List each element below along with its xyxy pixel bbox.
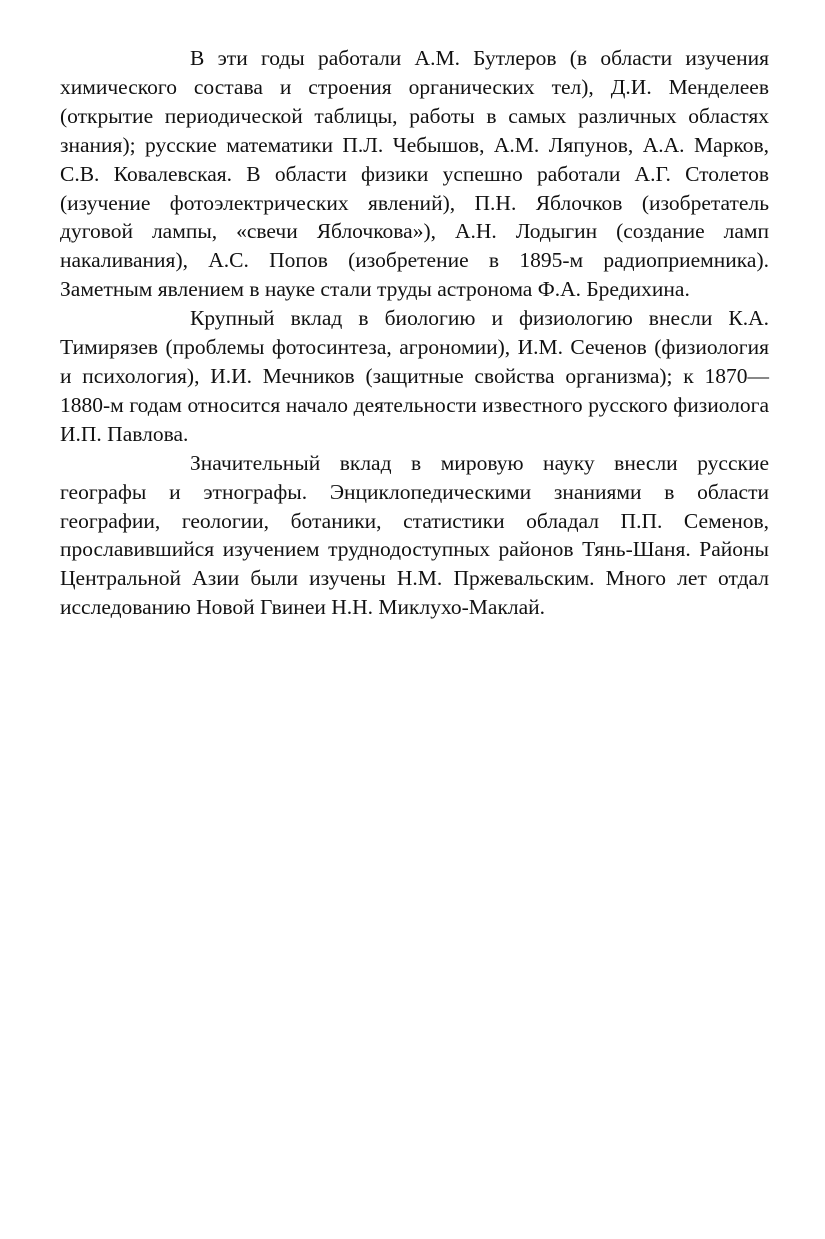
- document-page: [60, 44, 769, 622]
- paragraph-biology-physiology: Крупный вклад в биологию и физиологию внесли К.А. Тимирязев (проблемы фотосинтеза, агрономии), И.М. Сеченов (физиология и психология), И.И. Мечников (защитные свойства организма); к 1870—1880-м годам относится начало деятельности известного русского физиолога И.П. Павлова.: [60, 306, 769, 446]
- paragraph-scientists: В эти годы работали А.М. Бутлеров (в области изучения химического состава и строения органических тел), Д.И. Менделеев (открытие периодической таблицы, работы в самых различных областях знания); русские математики П.Л. Чебышов, А.М. Ляпунов, А.А. Марков, С.В. Ковалевская. В области физики успешно работали А.Г. Столетов (изучение фотоэлектрических явлений), П.Н. Яблочков (изобретатель дуговой лампы, «свечи Яблочкова»), А.Н. Лодыгин (создание ламп накаливания), А.С. Попов (изобретение в 1895-м радиоприемника). Заметным явлением в науке стали труды астронома Ф.А. Бредихина.: [60, 46, 769, 302]
- paragraph-geography-ethnography: Значительный вклад в мировую науку внесли русские географы и этнографы. Энциклопедическими знаниями в области географии, геологии, ботаники, статистики обладал П.П. Семенов, прославившийся изучением труднодоступных районов Тянь-Шаня. Районы Центральной Азии были изучены Н.М. Пржевальским. Много лет отдал исследованию Новой Гвинеи Н.Н. Миклухо-Маклай.: [60, 450, 769, 620]
